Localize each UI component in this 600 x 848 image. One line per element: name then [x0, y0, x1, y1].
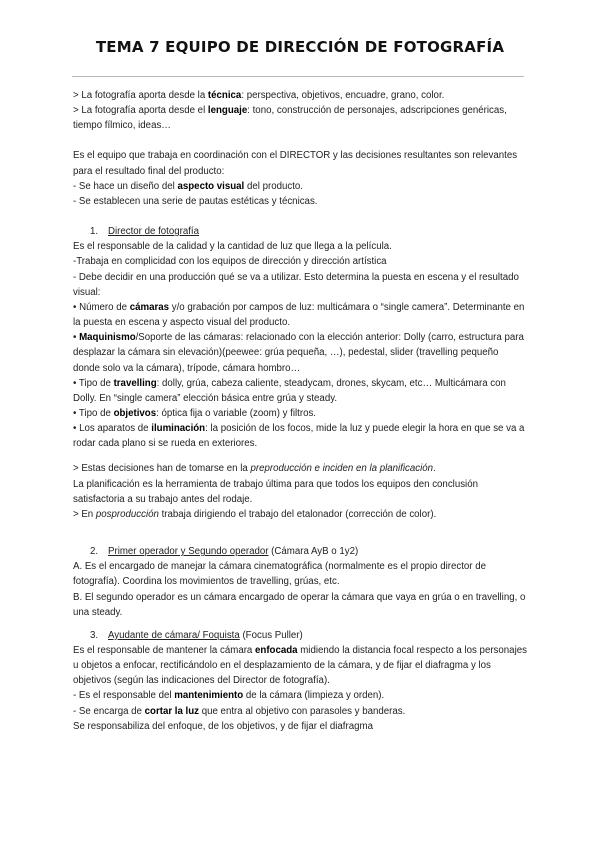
s1-bullet-maquinismo: • Maquinismo/Soporte de las cámaras: relacionado con la elección anterior: Dolly (carro, estructura para desplazar la cámara sin elevación)(peewee: grúa pequeña, …), pedestal, slider (travelling pequeño donde solo va la cámara), trípode, cámara hombro… — [73, 332, 524, 374]
s1-bullet-travelling: • Tipo de travelling: dolly, grúa, cabeza caliente, steadycam, drones, skycam, etc… Multicámara con Dolly. En “single camera” elección básica entre grúa y steady. — [73, 377, 506, 404]
s3-mantenimiento: - Es el responsable del mantenimiento de la cámara (limpieza y orden). — [73, 690, 385, 702]
s1-line: - Debe decidir en una producción qué se va a utilizar. Esto determina la puesta en escena y el resultado visual: — [73, 271, 519, 298]
intro-line-tecnica: > La fotografía aporta desde la técnica: perspectiva, objetivos, encuadre, grano, color. — [73, 90, 445, 101]
page-title: TEMA 7 EQUIPO DE DIRECCIÓN DE FOTOGRAFÍA — [95, 38, 505, 56]
s1-planificacion: La planificación es la herramienta de trabajo última para que todos los equipos den conclusión satisfactoria a su trabajo antes del rodaje. — [73, 478, 478, 505]
equipo-pautas: - Se establecen una serie de pautas estéticas y técnicas. — [73, 195, 318, 207]
s3-enfocada: Es el responsable de mantener la cámara enfocada midiendo la distancia focal respecto a los personajes u objetos a enfocar, rectificándolo en el desplazamiento de la cámara, y de fijar el diafragma y los objetivos (según las indicaciones del Director de fotografía). — [73, 645, 527, 687]
equipo-aspecto-visual: - Se hace un diseño del aspecto visual del producto. — [73, 180, 303, 192]
section-3-heading: 3. Ayudante de cámara/ Foquista (Focus Puller) — [90, 629, 303, 641]
equipo-paragraph: Es el equipo que trabaja en coordinación con el DIRECTOR y las decisiones resultantes son relevantes para el resultado final del producto: — [73, 150, 518, 177]
s2-segundo-operador: B. El segundo operador es un cámara encargado de operar la cámara que vaya en grúa o en travelling, o una steady. — [73, 591, 526, 618]
s1-line: Es el responsable de la calidad y la cantidad de luz que llega a la película. — [73, 241, 392, 253]
s1-posproduccion-note: > En posproducción trabaja dirigiendo el trabajo del etalonador (corrección de color). — [73, 508, 437, 520]
s3-cortar-luz: - Se encarga de cortar la luz que entra al objetivo con parasoles y banderas. — [73, 705, 406, 717]
title-divider — [72, 76, 524, 77]
s1-line: -Trabaja en complicidad con los equipos de dirección y dirección artística — [73, 256, 387, 268]
s2-primer-operador: A. Es el encargado de manejar la cámara cinematográfica (normalmente es el propio director de fotografía). Coordina los movimientos de travelling, grúas, etc. — [73, 561, 487, 588]
s1-bullet-camaras: • Número de cámaras y/o grabación por campos de luz: multicámara o “single camera”. Determinante en la puesta en escena y aspecto visual del producto. — [73, 301, 525, 329]
s1-preproduccion-note: > Estas decisiones han de tomarse en la preproducción e inciden en la planificación. — [73, 463, 436, 475]
s3-enfoque: Se responsabiliza del enfoque, de los objetivos, y de fijar el diafragma — [73, 720, 373, 732]
s1-bullet-objetivos: • Tipo de objetivos: óptica fija o variable (zoom) y filtros. — [73, 407, 316, 419]
document-body — [73, 88, 528, 734]
s1-bullet-iluminacion: • Los aparatos de iluminación: la posición de los focos, mide la luz y puede elegir la hora en que se va a rodar cada plano si se rueda en exteriores. — [73, 423, 525, 450]
section-1-heading: 1. Director de fotografía — [90, 226, 200, 238]
section-2-heading: 2. Primer operador y Segundo operador (Cámara AyB o 1y2) — [90, 546, 359, 558]
intro-line-lenguaje: > La fotografía aporta desde el lenguaje: tono, construcción de personajes, adscripciones genéricas, tiempo fílmico, ideas… — [73, 105, 507, 132]
